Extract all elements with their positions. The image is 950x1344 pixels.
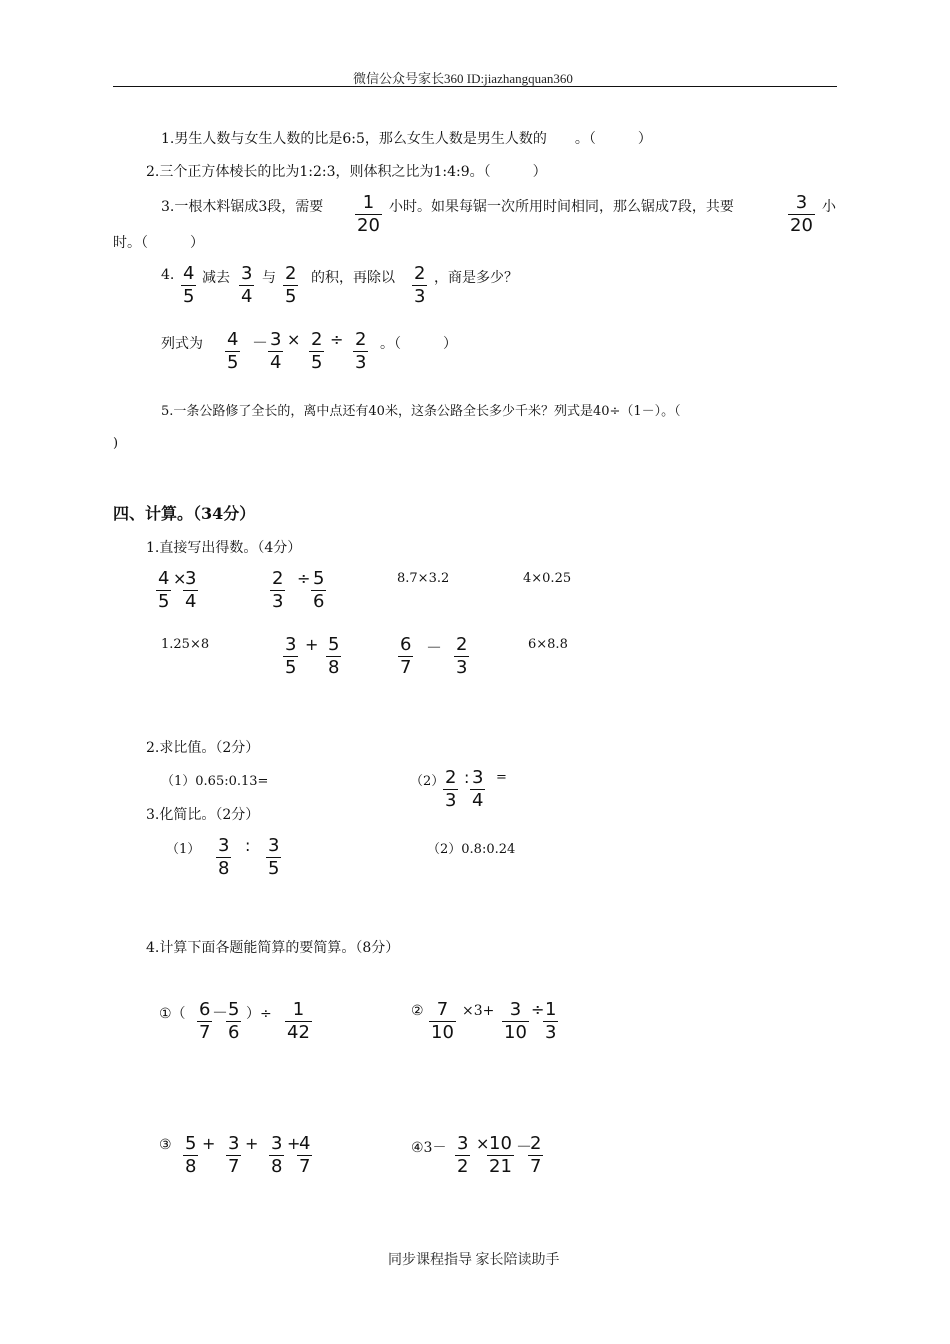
fraction: [297, 1133, 312, 1178]
numerator: 2: [272, 568, 284, 589]
denominator: 5: [158, 591, 170, 612]
fraction: [225, 329, 240, 374]
judgment-q4-text3: 的积，再除以: [311, 270, 395, 286]
ratio-value-1: （1）0.65:0.13=: [161, 774, 269, 789]
denominator: 3: [272, 591, 284, 612]
fraction: [487, 1133, 514, 1178]
fraction: [226, 999, 241, 1044]
numerator: 4: [299, 1133, 311, 1154]
fraction: [502, 999, 529, 1044]
equals-sign: =: [496, 770, 507, 785]
minus-operator: －: [212, 1003, 229, 1022]
fraction: [156, 568, 171, 613]
plus-operator: +: [245, 1134, 259, 1153]
numerator: 3: [270, 329, 282, 350]
plus-operator: +: [305, 635, 319, 654]
fraction: [181, 263, 196, 308]
numerator: 2: [285, 263, 297, 284]
fraction: [355, 192, 382, 237]
ratio-colon: :: [464, 768, 470, 787]
fraction: [197, 999, 212, 1044]
fraction: [788, 192, 815, 237]
close-paren-divide: ）÷: [246, 1006, 272, 1022]
part1-title: 1.直接写出得数。（4分）: [146, 540, 302, 556]
minus-operator: －: [252, 333, 269, 352]
denominator: 7: [199, 1022, 211, 1043]
denominator: 6: [313, 591, 325, 612]
numerator: 4: [158, 568, 170, 589]
numerator: 2: [355, 329, 367, 350]
fraction: [309, 329, 324, 374]
denominator: 3: [414, 286, 426, 307]
judgment-q4-text4: ，商是多少？: [434, 270, 518, 286]
part4-title: 4.计算下面各题能简算的要简算。（8分）: [146, 940, 400, 956]
numerator: 2: [311, 329, 323, 350]
numerator: 2: [456, 634, 468, 655]
denominator: 3: [456, 657, 468, 678]
minus-operator: －: [426, 638, 443, 657]
numerator: 3: [185, 568, 197, 589]
numerator: 2: [445, 767, 457, 788]
numerator: 4: [183, 263, 195, 284]
denominator: 4: [472, 790, 484, 811]
denominator: 10: [504, 1022, 527, 1043]
denominator: 5: [311, 352, 323, 373]
denominator: 7: [299, 1156, 311, 1177]
fraction: [528, 1133, 543, 1178]
simplify-1-label: （1）: [166, 842, 201, 857]
numerator: 6: [199, 999, 211, 1020]
divide-operator: ÷: [531, 1000, 545, 1019]
divide-operator: ÷: [297, 569, 311, 588]
judgment-q3-part1: 3.一根木料锯成3段，需要: [161, 199, 324, 215]
fraction: [443, 767, 458, 812]
expression: 8.7×3.2: [397, 571, 450, 586]
numerator: 3: [795, 192, 808, 213]
numerator: 3: [509, 999, 522, 1020]
denominator: 5: [183, 286, 195, 307]
denominator: 3: [545, 1022, 557, 1043]
denominator: 7: [228, 1156, 240, 1177]
numerator: 5: [328, 634, 340, 655]
numerator: 2: [414, 263, 426, 284]
fraction: [454, 634, 469, 679]
fraction: [216, 835, 231, 880]
numerator: 3: [472, 767, 484, 788]
judgment-q4-text2: 与: [262, 270, 276, 286]
numerator: 1: [292, 999, 305, 1020]
section-title: 四、计算。（34分）: [113, 504, 256, 523]
denominator: 3: [445, 790, 457, 811]
numerator: 5: [313, 568, 325, 589]
judgment-q3-cont: 时。（ ）: [113, 235, 204, 251]
denominator: 8: [185, 1156, 197, 1177]
numerator: 1: [545, 999, 557, 1020]
denominator: 4: [270, 352, 282, 373]
judgment-q4-label: 4.: [161, 267, 175, 283]
denominator: 6: [228, 1022, 240, 1043]
formula-label: 列式为: [161, 336, 203, 352]
fraction: [412, 263, 427, 308]
header-rule: [113, 86, 837, 87]
expression: 6×8.8: [528, 637, 568, 652]
numerator: 5: [228, 999, 240, 1020]
fraction: [269, 1133, 284, 1178]
denominator: 2: [457, 1156, 469, 1177]
times-operator: ×: [287, 330, 301, 349]
denominator: 5: [268, 858, 280, 879]
calc-q3-label: ③: [159, 1137, 172, 1153]
denominator: 7: [400, 657, 412, 678]
denominator: 42: [287, 1022, 310, 1043]
times-operator: ×: [173, 569, 187, 588]
denominator: 10: [431, 1022, 454, 1043]
denominator: 20: [357, 215, 380, 236]
judgment-q4-text1: 减去: [202, 270, 230, 286]
part3-title: 3.化简比。（2分）: [146, 807, 260, 823]
fraction: [270, 568, 285, 613]
calc-q1-label: ①（: [159, 1006, 186, 1022]
divide-operator: ÷: [330, 330, 344, 349]
numerator: 4: [227, 329, 239, 350]
ratio-value-2-label: （2）: [410, 774, 445, 789]
fraction: [283, 634, 298, 679]
fraction: [398, 634, 413, 679]
ratio-colon: :: [245, 836, 251, 855]
judgment-q5-line2: ): [113, 436, 119, 451]
page-header: 微信公众号家长360 ID:jiazhangquan360: [353, 71, 573, 86]
fraction: [183, 568, 198, 613]
fraction: [326, 634, 341, 679]
denominator: 21: [489, 1156, 512, 1177]
judgment-q1: 1.男生人数与女生人数的比是6:5，那么女生人数是男生人数的 。（ ）: [161, 131, 652, 147]
numerator: 10: [489, 1133, 512, 1154]
simplify-2: （2）0.8:0.24: [427, 842, 516, 857]
denominator: 3: [355, 352, 367, 373]
fraction: [266, 835, 281, 880]
numerator: 3: [268, 835, 280, 856]
numerator: 3: [271, 1133, 283, 1154]
fraction: [470, 767, 485, 812]
numerator: 3: [241, 263, 253, 284]
fraction: [226, 1133, 241, 1178]
plus-operator: +: [202, 1134, 216, 1153]
minus-operator: －: [516, 1137, 533, 1156]
denominator: 5: [285, 657, 297, 678]
plus-operator: +: [287, 1134, 301, 1153]
formula-tail: 。（ ）: [380, 336, 457, 352]
judgment-q5-line1: 5.一条公路修了全长的，离中点还有40米，这条公路全长多少千米？列式是40÷（1－）。（: [161, 404, 681, 419]
denominator: 7: [530, 1156, 542, 1177]
denominator: 8: [328, 657, 340, 678]
fraction: [353, 329, 368, 374]
denominator: 8: [271, 1156, 283, 1177]
calc-q4-label: ④3－: [411, 1140, 447, 1156]
fraction: [183, 1133, 198, 1178]
expression: 1.25×8: [161, 637, 210, 652]
denominator: 5: [285, 286, 297, 307]
page-footer: 同步课程指导 家长陪读助手: [388, 1253, 560, 1268]
denominator: 8: [218, 858, 230, 879]
fraction: [268, 329, 283, 374]
fraction: [429, 999, 456, 1044]
fraction: [283, 263, 298, 308]
fraction: [311, 568, 326, 613]
numerator: 7: [436, 999, 449, 1020]
numerator: 3: [285, 634, 297, 655]
judgment-q3-part2: 小时。如果每锯一次所用时间相同，那么锯成7段，共要: [389, 199, 734, 215]
numerator: 3: [218, 835, 230, 856]
fraction: [543, 999, 558, 1044]
numerator: 3: [457, 1133, 469, 1154]
times-operator: ×: [476, 1134, 490, 1153]
judgment-q2: 2.三个正方体棱长的比为1:2:3，则体积之比为1:4:9。（ ）: [146, 164, 547, 180]
denominator: 4: [185, 591, 197, 612]
numerator: 6: [400, 634, 412, 655]
numerator: 3: [228, 1133, 240, 1154]
denominator: 20: [790, 215, 813, 236]
calc-q2-label: ②: [411, 1003, 424, 1019]
fraction: [455, 1133, 470, 1178]
denominator: 5: [227, 352, 239, 373]
part2-title: 2.求比值。（2分）: [146, 740, 260, 756]
expression: 4×0.25: [523, 571, 572, 586]
fraction: [285, 999, 312, 1044]
judgment-q3-part3: 小: [822, 199, 836, 215]
numerator: 2: [530, 1133, 542, 1154]
numerator: 5: [185, 1133, 197, 1154]
times-three-plus: ×3+: [462, 1003, 495, 1019]
denominator: 4: [241, 286, 253, 307]
fraction: [239, 263, 254, 308]
numerator: 1: [362, 192, 375, 213]
